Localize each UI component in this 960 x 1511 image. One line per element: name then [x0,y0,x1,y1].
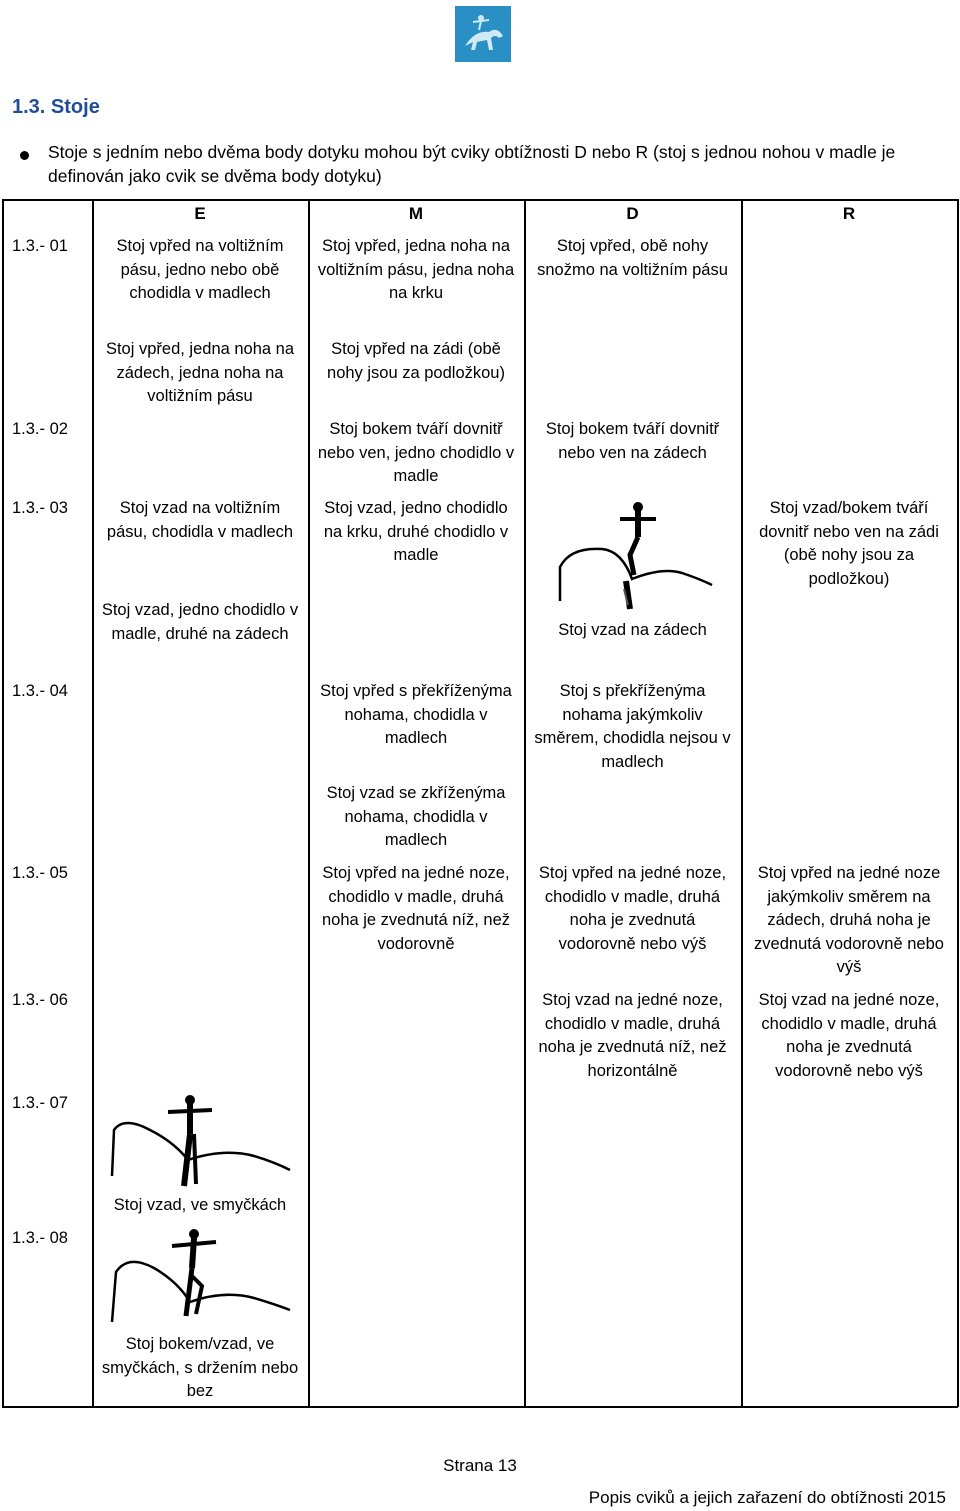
cell-03-m1: Stoj vzad, jedno chodidlo na krku, druhé chodidlo v madle [323,499,509,565]
page-number: Strana 13 [443,1456,517,1475]
cell-01-m2: Stoj vpřed na zádi (obě nohy jsou za podložkou) [327,340,505,382]
footer-doc-title: Popis cviků a jejich zařazení do obtížnosti 2015 [588,1488,946,1507]
bullet-icon [20,151,29,160]
row-label-05: 1.3.- 05 [12,864,68,882]
cell-03-r1: Stoj vzad/bokem tváří dovnitř nebo ven na zádi (obě nohy jsou za podložkou) [759,499,939,588]
intro-text: Stoje s jedním nebo dvěma body dotyku mohou být cviky obtížnosti D nebo R (stoj s jednou nohou v madle je definován jako cvik se dvěma body dotyku) [48,142,896,186]
cell-08-e: Stoj bokem/vzad, ve smyčkách, s držením nebo bez [101,1335,299,1401]
header-d: D [626,204,639,223]
cell-02-m: Stoj bokem tváří dovnitř nebo ven, jedno chodidlo v madle [317,420,515,486]
row-label-06: 1.3.- 06 [12,991,68,1009]
cell-05-r: Stoj vpřed na jedné noze jakýmkoliv směrem na zádech, druhá noha je zvednutá vodorovně nebo výš [754,864,944,977]
cell-07-e: Stoj vzad, ve smyčkách [113,1196,287,1214]
figure-stand-backward-in-loops [104,1090,294,1195]
row-label-03: 1.3.- 03 [12,499,68,517]
header-m: M [408,204,424,223]
cell-01-m1: Stoj vpřed, jedna noha na voltižním pásu, jedna noha na krku [317,237,515,303]
figure-stand-backward-on-back [552,497,718,620]
cell-05-m: Stoj vpřed na jedné noze, chodidlo v madle, druhá noha je zvednutá níž, než vodorovně [321,864,511,953]
logo [455,6,511,62]
cell-03-e2: Stoj vzad, jedno chodidlo v madle, druhé na zádech [101,601,299,643]
cell-01-d1: Stoj vpřed, obě nohy snožmo na voltižním pásu [537,237,728,279]
cell-06-r: Stoj vzad na jedné noze, chodidlo v madle, druhá noha je zvednutá vodorovně nebo výš [758,991,940,1080]
cell-04-m2: Stoj vzad se zkříženýma nohama, chodidla v madlech [326,784,506,850]
cell-01-e1: Stoj vpřed na voltižním pásu, jedno nebo obě chodidla v madlech [116,237,284,303]
cell-04-m1: Stoj vpřed s překříženýma nohama, chodidla v madlech [320,682,512,748]
cell-05-d: Stoj vpřed na jedné noze, chodidlo v madle, druhá noha je zvednutá vodorovně nebo výš [538,864,727,953]
figure-stand-sideways-in-loops [104,1226,294,1331]
row-label-07: 1.3.- 07 [12,1094,68,1112]
row-label-01: 1.3.- 01 [12,237,68,255]
header-e: E [194,204,206,223]
section-title: 1.3. Stoje [12,96,100,118]
cell-03-e1: Stoj vzad na voltižním pásu, chodidla v madlech [106,499,294,541]
row-label-02: 1.3.- 02 [12,420,68,438]
cell-03-d2: Stoj vzad na zádech [558,621,707,639]
cell-06-d: Stoj vzad na jedné noze, chodidlo v madle, druhá noha je zvednutá níž, než horizontálně [538,991,727,1080]
header-r: R [842,204,856,223]
row-label-08: 1.3.- 08 [12,1229,68,1247]
cell-01-e2: Stoj vpřed, jedna noha na zádech, jedna noha na voltižním pásu [105,340,295,406]
cell-04-d1: Stoj s překříženýma nohama jakýmkoliv směrem, chodidla nejsou v madlech [534,682,731,771]
row-label-04: 1.3.- 04 [12,682,68,700]
cell-02-d: Stoj bokem tváří dovnitř nebo ven na zádech [545,420,720,462]
